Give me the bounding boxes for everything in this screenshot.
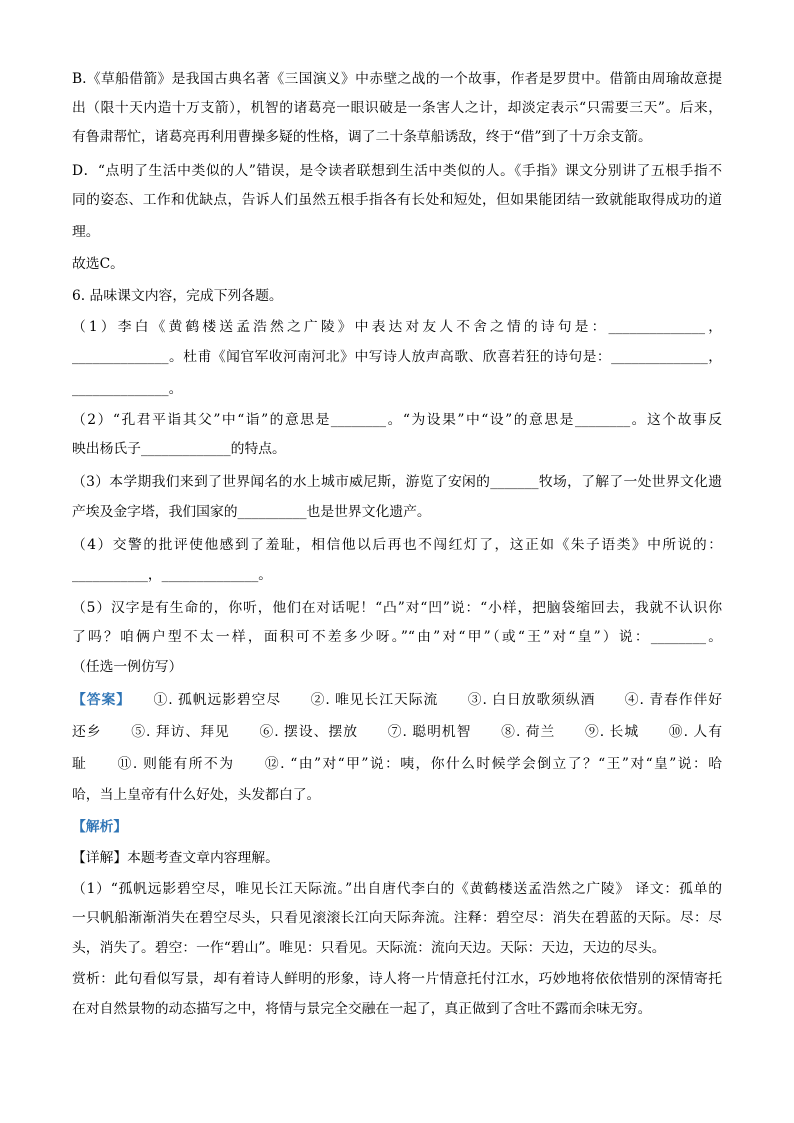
question-line: （3）本学期我们来到了世界闻名的水上城市威尼斯，游览了安闲的_______牧场，了解了一处世界文化遗 <box>72 474 722 490</box>
option-d-line: D．“点明了生活中类似的人”错误，是令读者联想到生活中类似的人。《手指》课文分别讲了五根手指不 <box>72 163 722 179</box>
analysis-line: 一只帆船渐渐消失在碧空尽头，只看见滚滚长江向天际奔流。注释：碧空尽：消失在碧蓝的天际。尽：尽 <box>72 910 722 926</box>
question-title: 6. 品味课文内容，完成下列各题。 <box>72 288 283 304</box>
analysis-line: 在对自然景物的动态描写之中，将情与景完全交融在一起了，真正做到了含吐不露而余味无穷。 <box>72 1001 652 1017</box>
answer-line <box>72 690 722 710</box>
question-line: （2）“孔君平诣其父”中“诣”的意思是________。“为设果”中“设”的意思是________。这个故事反 <box>72 412 722 428</box>
analysis-label: 【解析】 <box>72 819 128 835</box>
option-d-line: 同的姿态、工作和优缺点，告诉人们虽然五根手指各有长处和短处，但如果能团结一致就能取得成功的道 <box>72 192 722 208</box>
answer-line: 哈，当上皇帝有什么好处，头发都白了。 <box>72 787 321 803</box>
question-line: （5）汉字是有生命的，你听，他们在对话呢！“凸”对“凹”说：“小样，把脑袋缩回去，我就不认识你 <box>72 600 722 616</box>
analysis-heading <box>72 817 722 837</box>
question-line: ______________。杜甫《闻官军收河南河北》中写诗人放声高歌、欣喜若狂的诗句是：______________， <box>72 349 722 365</box>
answer-line: 还乡 ⑤. 拜访、拜见 ⑥. 摆设、摆放 ⑦. 聪明机智 ⑧. 荷兰 ⑨. 长城 ⑩. 人有 <box>72 724 722 740</box>
analysis-line: 赏析：此句看似写景，却有着诗人鲜明的形象，诗人将一片情意托付江水，巧妙地将依依惜别的深情寄托 <box>72 971 722 987</box>
question-line: ___________，______________。 <box>72 567 273 583</box>
option-b-line: 有鲁肃帮忙，诸葛亮再利用曹操多疑的性格，调了二十条草船诱敌，终于“借”到了十万余支箭。 <box>72 129 652 145</box>
question-line: （任选一例仿写） <box>72 659 183 675</box>
question-line: ______________。 <box>72 381 183 397</box>
option-b-line: B.《草船借箭》是我国古典名著《三国演义》中赤壁之战的一个故事，作者是罗贯中。借箭由周瑜故意提 <box>72 71 722 87</box>
conclusion-text: 故选C。 <box>72 256 124 272</box>
option-b-line: 出（限十天内造十万支箭），机智的诸葛亮一眼识破是一条害人之计，却淡定表示“只需要三天”。后来， <box>72 100 722 116</box>
question-line: （4）交警的批评使他感到了羞耻，相信他以后再也不闯红灯了，这正如《朱子语类》中所说的： <box>72 537 722 553</box>
question-line: 映出杨氏子_____________的特点。 <box>72 441 286 457</box>
analysis-line: 【详解】本题考查文章内容理解。 <box>72 850 279 866</box>
question-line: 了吗？咱俩户型不太一样，面积可不差多少呀。”“由”对“甲”（或“王”对“皇”）说：________。 <box>72 629 722 645</box>
answer-label: 【答案】 <box>72 692 125 708</box>
analysis-line: 头，消失了。碧空：一作“碧山”。唯见：只看见。天际流：流向天边。天际：天边，天边的尽头。 <box>72 940 666 956</box>
option-d-line: 理。 <box>72 224 100 240</box>
answer-line: 耻 ⑪. 则能有所不为 ⑫. “由”对“甲”说：咦，你什么时候学会倒立了？“王”对“皇”说：哈 <box>72 756 722 772</box>
question-line: （1）李白《黄鹤楼送孟浩然之广陵》中表达对友人不舍之情的诗句是：______________， <box>72 319 722 335</box>
answer-text: ①. 孤帆远影碧空尽 ②. 唯见长江天际流 ③. 白日放歌须纵酒 ④. 青春作伴好 <box>124 692 722 708</box>
analysis-line: （1）“孤帆远影碧空尽，唯见长江天际流。”出自唐代李白的《黄鹤楼送孟浩然之广陵》 译文：孤单的 <box>72 881 722 897</box>
question-line: 产埃及金字塔，我们国家的__________也是世界文化遗产。 <box>72 504 431 520</box>
